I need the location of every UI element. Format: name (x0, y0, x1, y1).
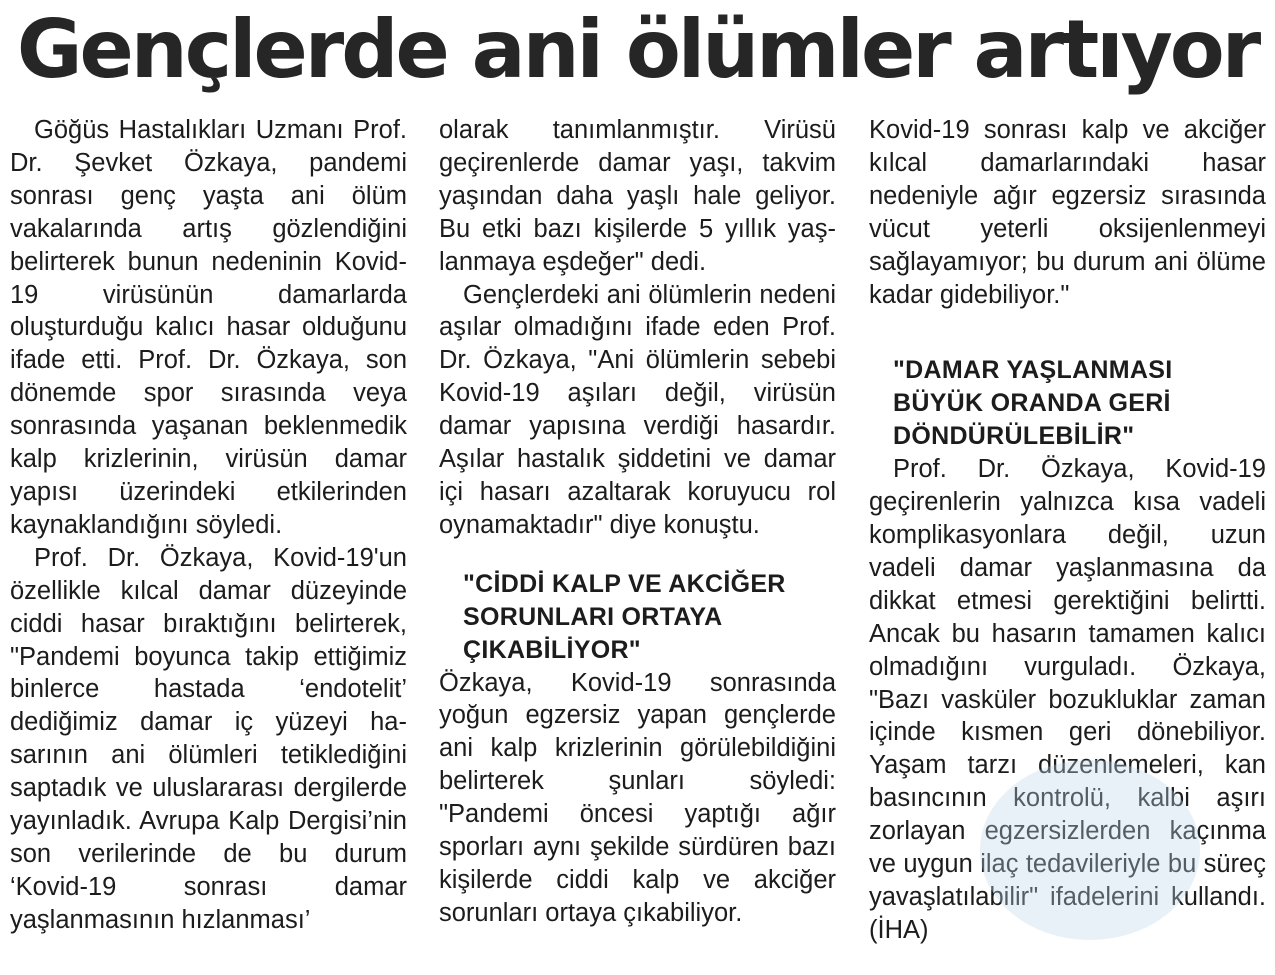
paragraph: Gençlerdeki ani ölümlerin nedeni aşılar olmadığını ifade eden Prof. Dr. Özkaya, "Ani ölümlerin sebebi Kovid-19 aşıları değil, virüsün damar yapısına verdiği hasardır. Aşılar hastalık şiddetini ve damar içi hasarı azaltarak koruyucu rol oynamaktadır" diye konuştu. (439, 280, 836, 539)
paragraph: Prof. Dr. Özkaya, Kovid-19 geçirenlerin yalnızca kısa vadeli komplikasyonlara değil, uzun vadeli damar yaşlanmasına da dikkat etmesi gerektiğini belirtti. Ancak bu hasarın tamamen kalıcı olmadığını vurguladı. Özkaya, "Bazı vasküler bozukluklar zaman içinde kısmen geri dönebiliyor. Yaşam tarzı düzenlemeleri, kan basıncının kontrolü, kalbi aşırı zorlayan egzersizlerden kaçınma ve uygun ilaç tedavileriyle bu süreç yavaşlatılabilir" ifadelerini kullandı. (İHA) (869, 455, 1266, 944)
paragraph: Özkaya, Kovid-19 sonrasında yoğun egzersiz yapan gençlerde ani kalp krizlerinin görülebildiğini belirterek şunları söyledi: "Pandemi öncesi yaptığı ağır sporları aynı şekilde sürdüren bazı kişilerde ciddi kalp ve akciğer sorunları ortaya çıkabiliyor. (439, 668, 836, 927)
paragraph: Göğüs Hastalıkları Uzmanı Prof. Dr. Şevket Özkaya, pandemi sonrası genç yaşta ani ölüm vakalarında artış gözlendiğini belirterek bunun nedeninin Kovid-19 virüsünün damarlarda oluşturduğu kalıcı hasar olduğunu ifade etti. Prof. Dr. Özkaya, son dönemde spor sırasında veya sonrasında yaşanan beklenmedik kalp krizlerinin, virüsün damar yapısı üzerindeki etkilerinden kaynaklandığını söyledi. (10, 116, 407, 539)
article-column-2 (439, 114, 836, 972)
article-headline: Gençlerde ani ölümler artıyor (16, 3, 1259, 96)
subheading: "DAMAR YAŞLANMASI BÜYÜK ORANDA GERİ DÖNDÜRÜLEBİLİR" (893, 356, 1173, 451)
paragraph: Prof. Dr. Özkaya, Kovid-19'un özellikle kılcal damar düzeyinde ciddi hasar bıraktığını belirterek, "Pandemi boyunca takip ettiğimiz binlerce hastada ‘endotelit’ dediğimiz damar iç yüzeyi hasarının ani ölümleri tetiklediğini saptadık ve uluslararası dergilerde yayınladık. Avrupa Kalp Dergisi’nin son verilerinde de bu durum ‘Kovid-19 sonrası damar yaşlanmasının hızlanması’ (10, 543, 407, 934)
subheading: "CİDDİ KALP VE AKCİĞER SORUNLARI ORTAYA ÇIKABİLİYOR" (463, 569, 786, 664)
paragraph: olarak tanımlanmıştır. Virüsü geçirenlerde damar yaşı, takvim yaşından daha yaşlı hale geliyor. Bu etki bazı kişilerde 5 yıllık yaşlanmaya eşdeğer" dedi. (439, 116, 836, 276)
paragraph: Kovid-19 sonrası kalp ve akciğer kılcal damarlarındaki hasar nedeniyle ağır egzersiz sırasında vücut yeterli oksijenlenmeyi sağlayamıyor; bu durum ani ölüme kadar gidebiliyor." (869, 116, 1266, 309)
article-column-1 (10, 114, 407, 972)
article-column-3 (869, 114, 1266, 972)
